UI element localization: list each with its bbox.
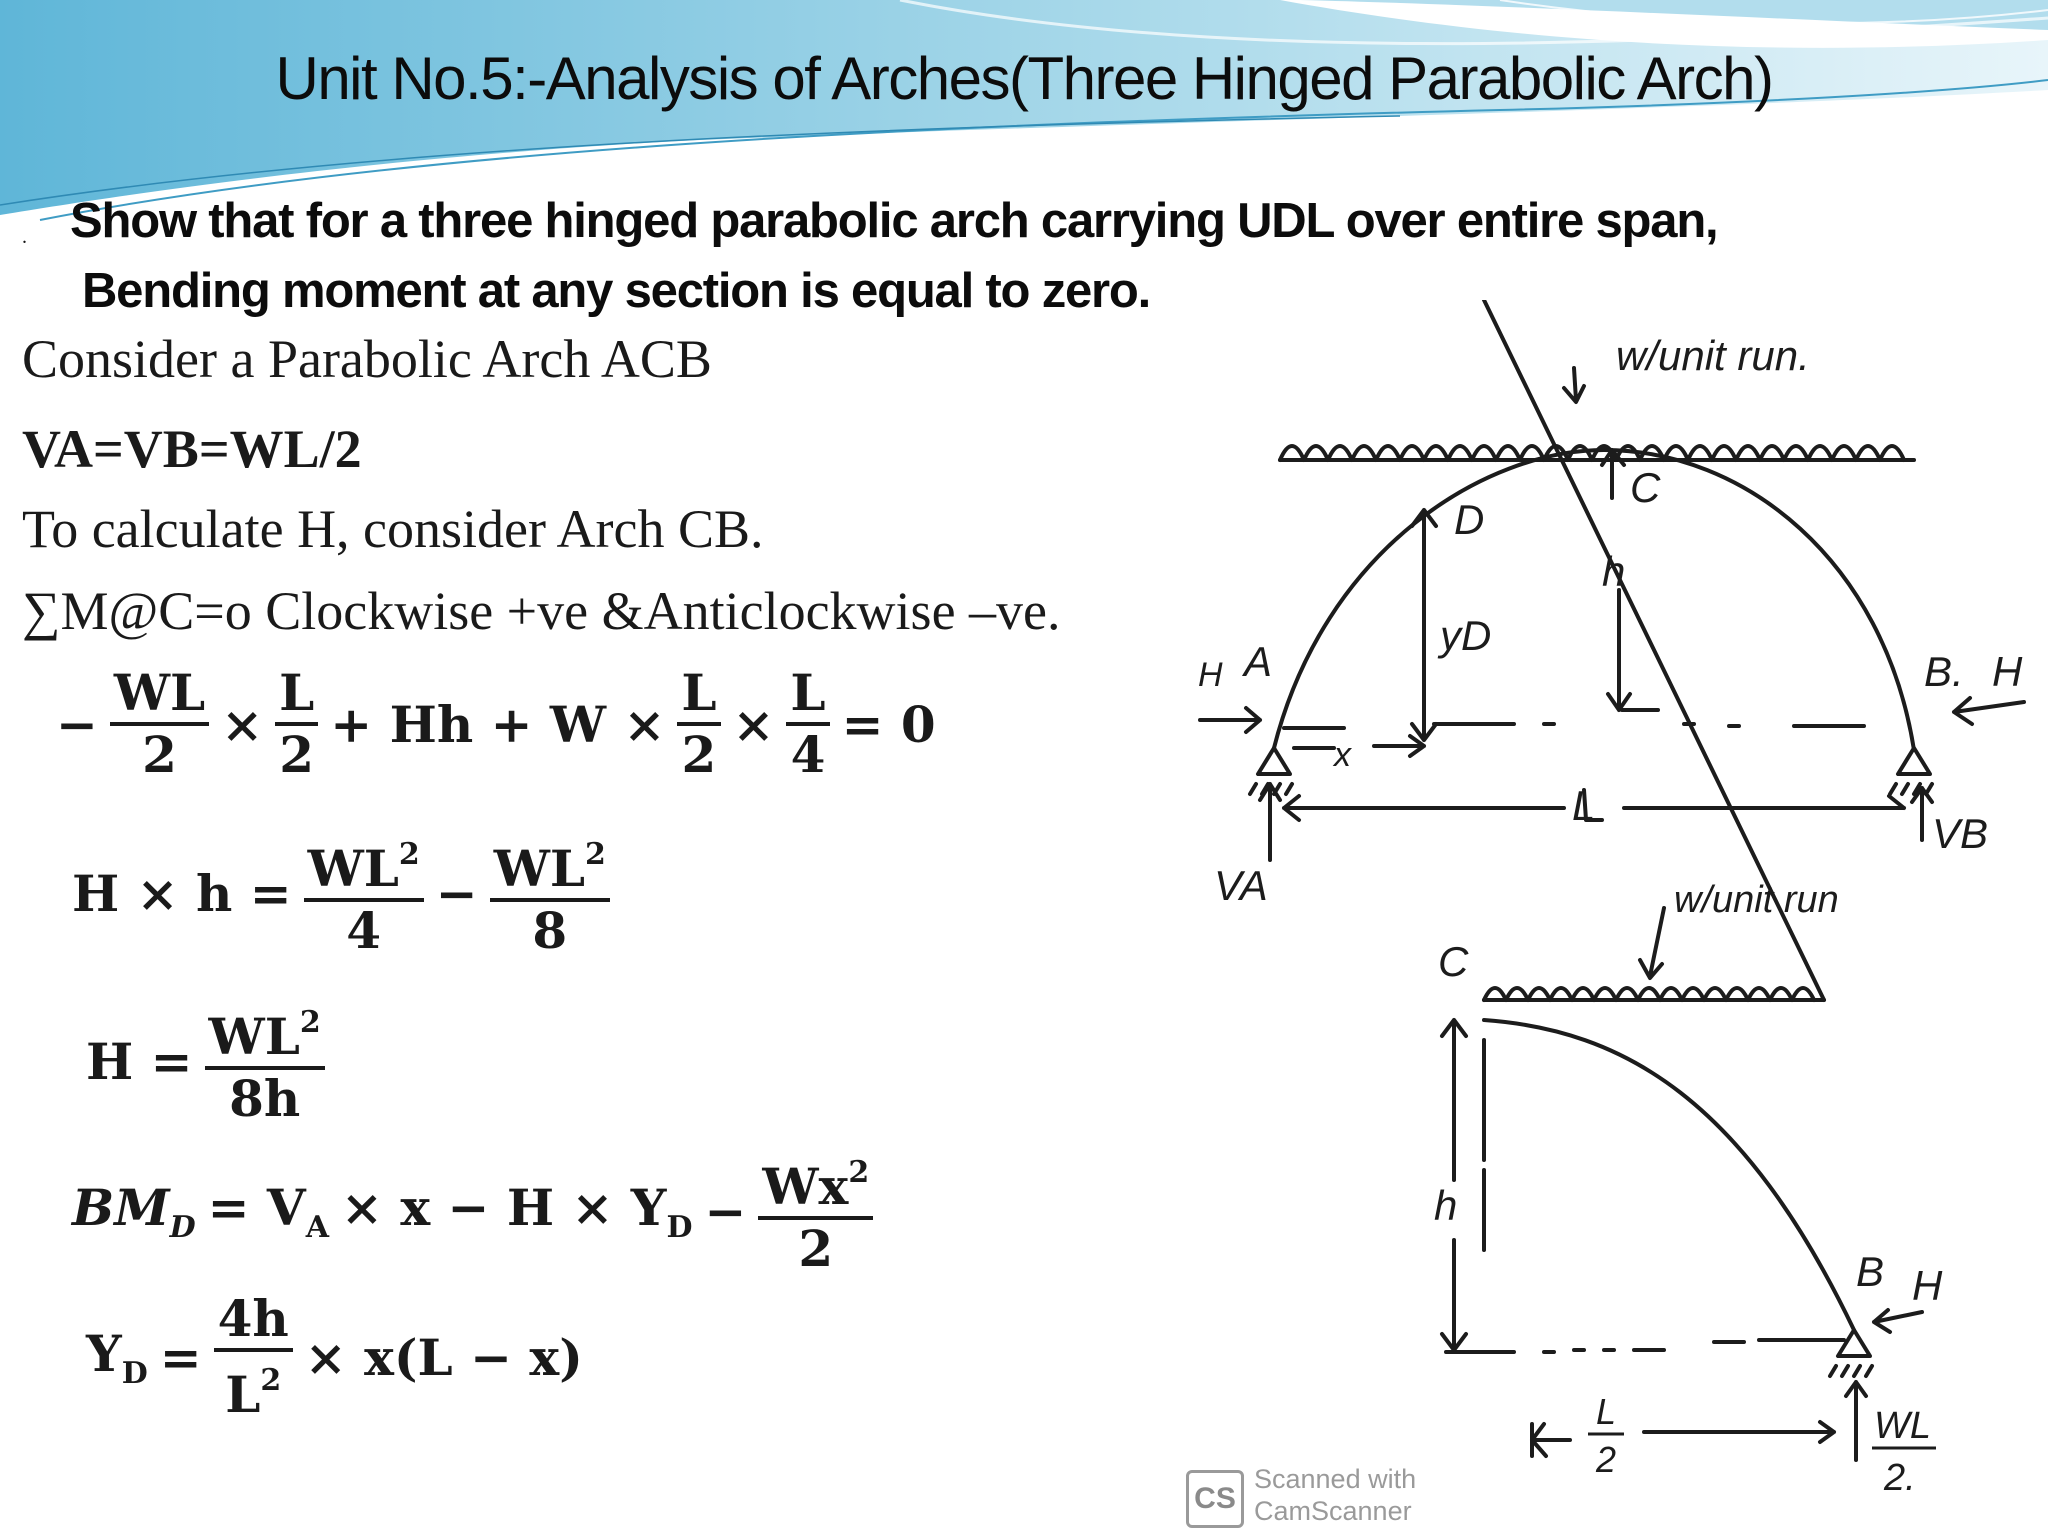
label-va: VA (1214, 862, 1268, 909)
body-line-3: To calculate H, consider Arch CB. (22, 499, 764, 559)
label-h-right: H (1992, 648, 2023, 695)
camscanner-logo: CS (1186, 1470, 1244, 1528)
fraction-l-2: $\frac{L}{2}$ (275, 664, 318, 784)
label-h-left: H (1198, 656, 1223, 694)
label-b: B. (1924, 648, 1964, 695)
label-load-top: w/unit run. (1616, 332, 1810, 379)
fraction-wl2-8h: $\frac{WL^2}{8h}$ (205, 994, 325, 1128)
fraction-l-2b: $\frac{L}{2}$ (677, 664, 720, 784)
body-line-4: ∑M@C=o Clockwise +ve &Anticlockwise –ve. (22, 581, 1061, 641)
equation-h-times-h: H × h = $\frac{WL^2}{4}$ − $\frac{WL^2}{8}$ (66, 826, 616, 960)
fraction-wl2-4: $\frac{WL^2}{4}$ (304, 826, 424, 960)
label-c: C (1630, 464, 1661, 511)
statement-line-1: Show that for a three hinged parabolic arch carrying UDL over entire span, (70, 194, 1718, 248)
label-h2: h (1434, 1182, 1458, 1229)
equation-bending-moment: $BM_D = V_A \times x - H \times Y_D$ − $\frac{Wx^2}{2}$ (66, 1144, 879, 1278)
arch-sketch (1184, 300, 2048, 1536)
label-h: h (1602, 548, 1626, 595)
equation-yd: $Y_D$ = $\frac{4h}{L^2}$ × x(L − x) (86, 1289, 583, 1424)
slide-title: Unit No.5:-Analysis of Arches(Three Hinged Parabolic Arch) (275, 45, 1773, 112)
label-l2-den: 2 (1596, 1439, 1617, 1480)
fraction-wl2-8: $\frac{WL^2}{8}$ (490, 826, 610, 960)
label-wl-num: WL (1874, 1405, 1931, 1447)
bullet-dot: . (22, 226, 27, 248)
equation-h: H = $\frac{WL^2}{8h}$ (80, 994, 331, 1128)
label-c2: C (1438, 938, 1469, 985)
fraction-l-4: $\frac{L}{4}$ (786, 664, 829, 784)
camscanner-stamp (1186, 1460, 1417, 1530)
body-line-1: Consider a Parabolic Arch ACB (22, 329, 712, 389)
label-yd: yD (1440, 612, 1492, 659)
label-l: L (1572, 782, 1596, 829)
statement-line-2: Bending moment at any section is equal to zero. (82, 264, 1151, 318)
arch-cb (1484, 1020, 1854, 1330)
arch-acb (1274, 450, 1914, 750)
label-d: D (1454, 496, 1485, 543)
label-vb: VB (1932, 810, 1989, 857)
stamp-line-2: CamScanner (1254, 1496, 1412, 1526)
label-wl-den: 2. (1884, 1457, 1916, 1499)
label-load-bottom: w/unit run (1674, 879, 1839, 921)
equation-moment: − $\frac{WL}{2}$ × $\frac{L}{2}$ + Hh + W × $\frac{L}{2}$ × $\frac{L}{4}$ = 0 (56, 663, 936, 784)
label-l2-num: L (1596, 1391, 1617, 1432)
fraction-4h-l2: $\frac{4h}{L^2}$ (214, 1290, 293, 1424)
label-a: A (1244, 638, 1273, 685)
body-line-2: VA=VB=WL/2 (22, 419, 362, 479)
stamp-line-1: Scanned with (1254, 1464, 1417, 1494)
label-h3: H (1912, 1262, 1943, 1309)
fraction-wx2-2: $\frac{Wx^2}{2}$ (758, 1144, 873, 1278)
udl-top (1280, 446, 1904, 460)
fraction-wl-2: $\frac{WL}{2}$ (110, 664, 209, 784)
label-x: x (1334, 736, 1351, 774)
label-b2: B (1856, 1248, 1885, 1295)
